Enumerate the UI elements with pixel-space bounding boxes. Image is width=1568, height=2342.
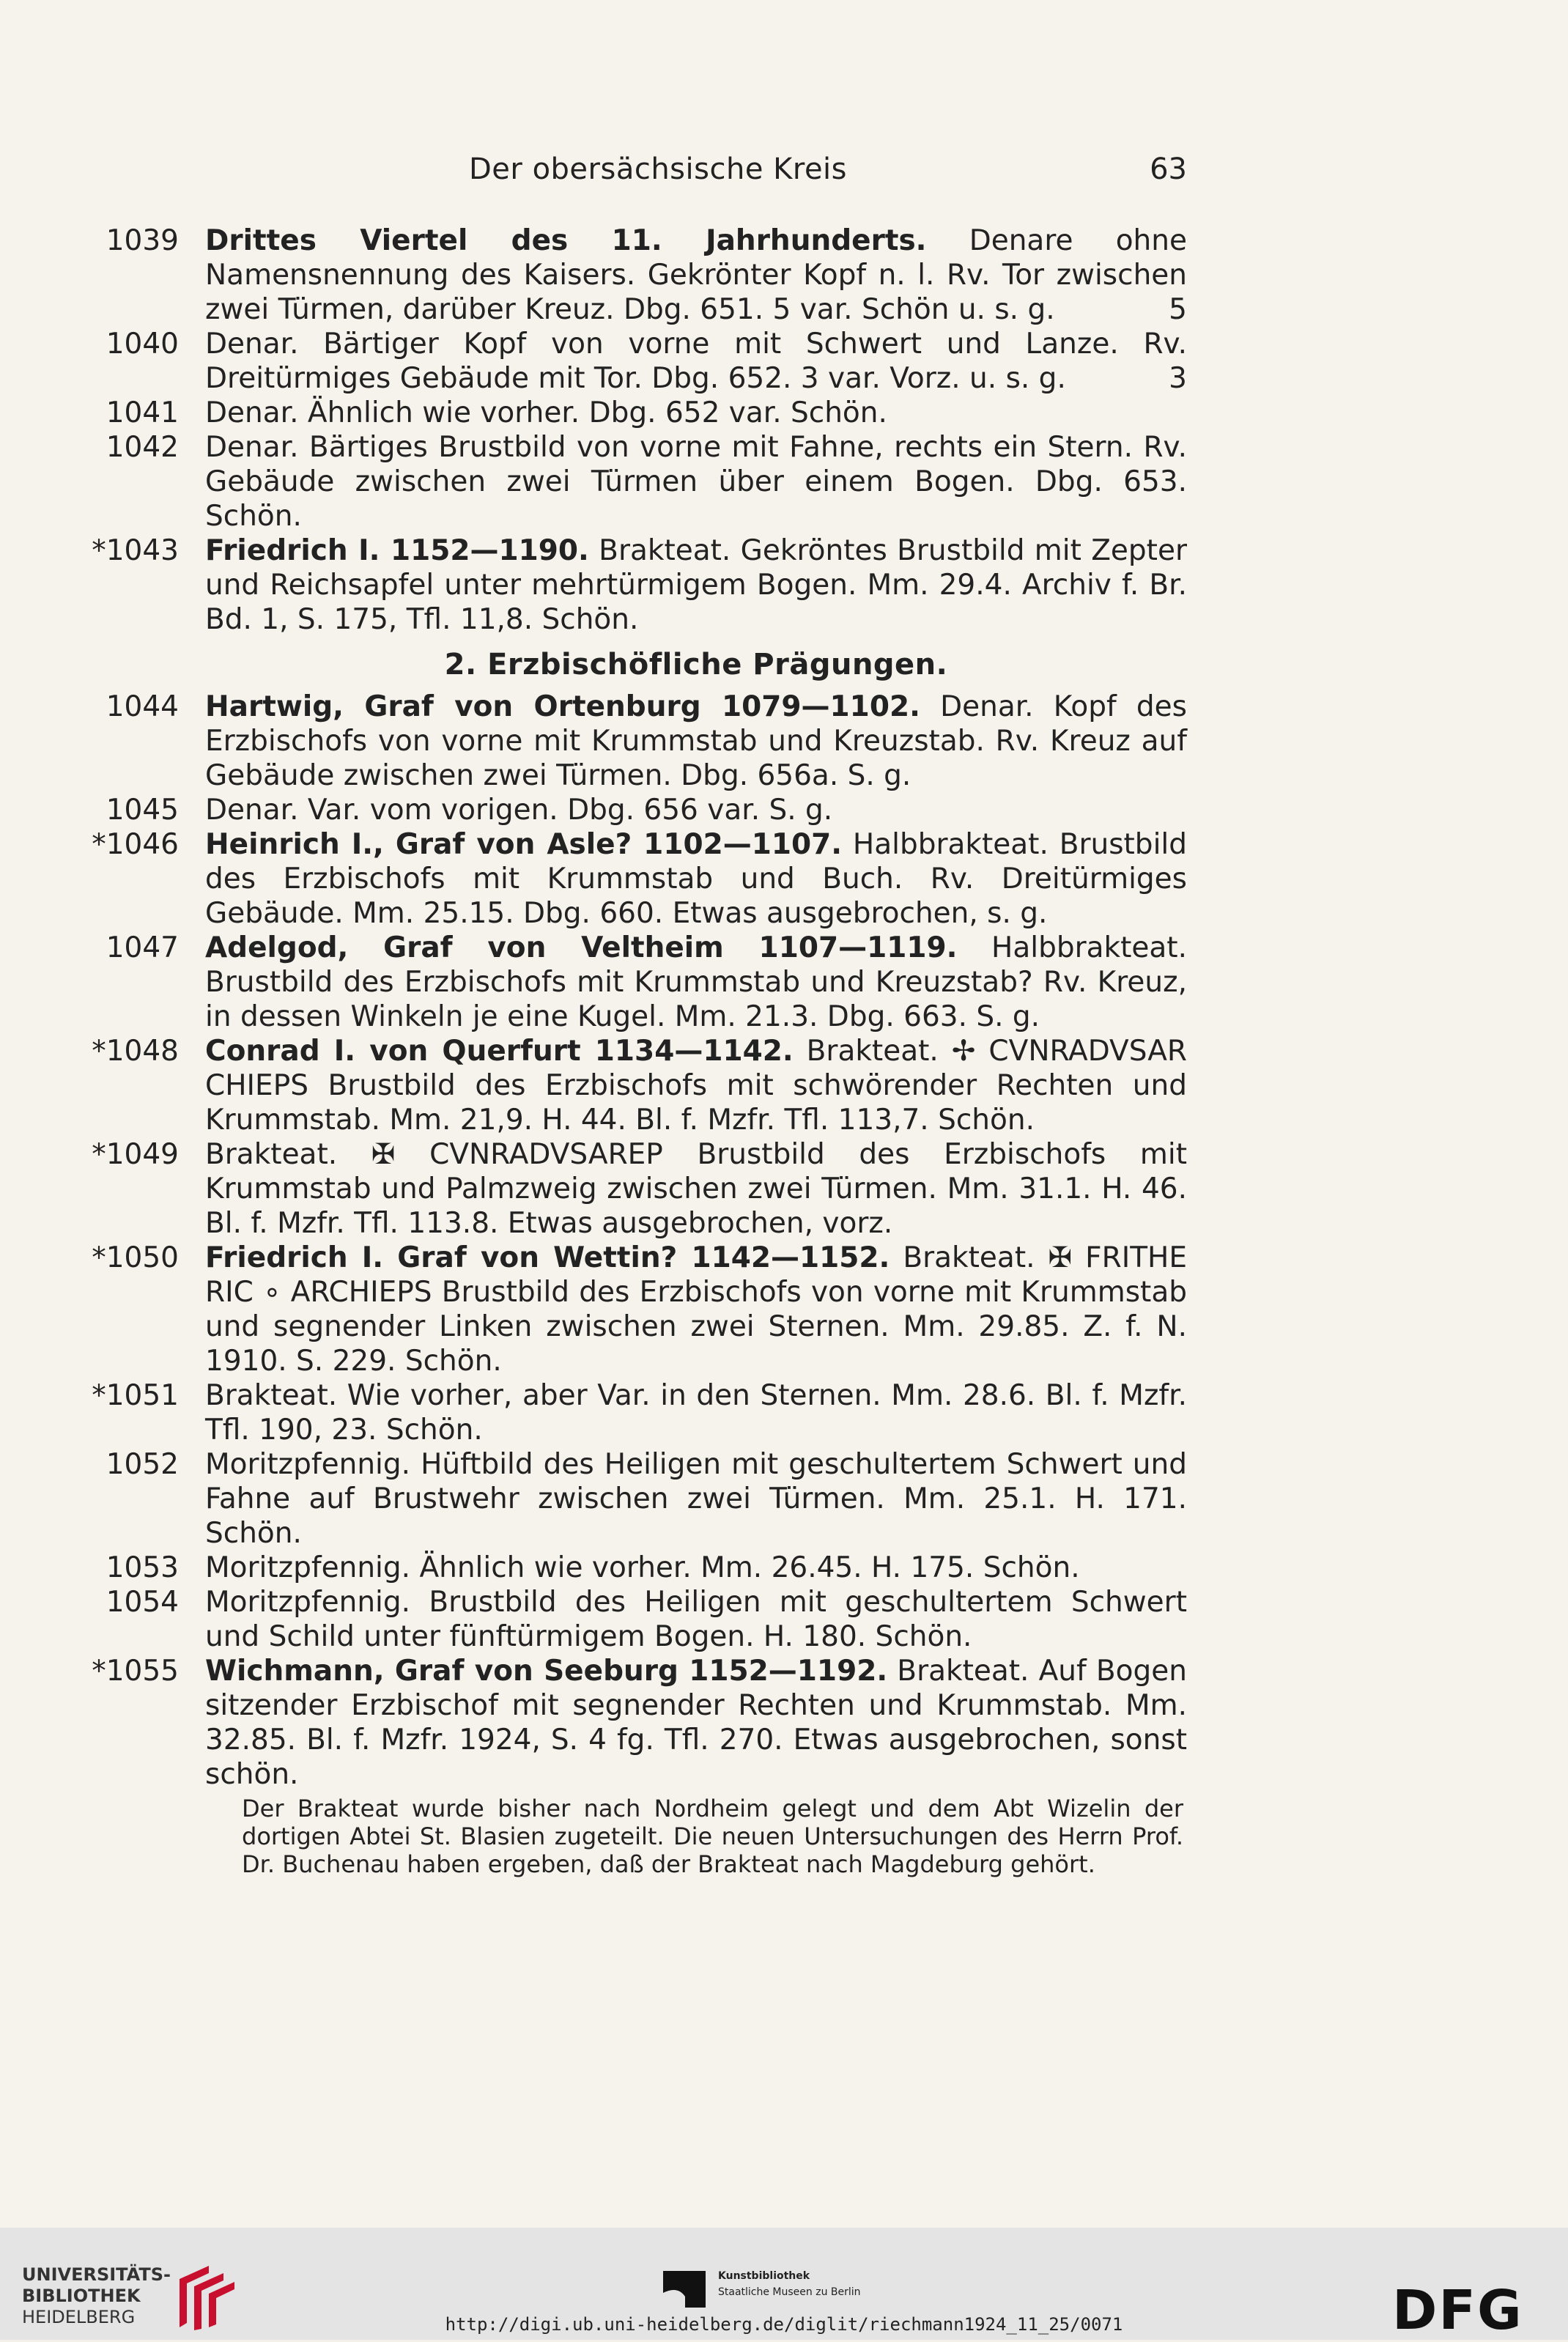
catalogue-entry xyxy=(73,1654,1187,1792)
entry-description: Denare ohne Namensnennung des Kaisers. Gekrönter Kopf n. l. Rv. Tor zwischen zwei Türmen, darüber Kreuz. Dbg. 651. 5 var. Schön u. s. g. xyxy=(205,224,1187,326)
entry-description: Brakteat. ✢ CVNRADVSAR CHIEPS Brustbild des Erzbischofs mit schwörender Rechten und Krummstab. Mm. 21,9. H. 44. Bl. f. Mzfr. Tfl. 113,7. Schön. xyxy=(205,1035,1187,1137)
entry-text xyxy=(205,1241,1187,1378)
uni-line-3: HEIDELBERG xyxy=(22,2307,136,2327)
section-heading: 2. Erzbischöfliche Prägungen. xyxy=(444,648,948,681)
entry-description: Denar. Var. vom vorigen. Dbg. 656 var. S. g. xyxy=(205,794,833,827)
entry-text xyxy=(205,690,1187,793)
kb-line-2: Staatliche Museen zu Berlin xyxy=(718,2286,861,2298)
entry-number: *1049 xyxy=(92,1138,179,1171)
catalogue-entry xyxy=(73,1447,1187,1551)
entry-heading: Friedrich I. Graf von Wettin? 1142—1152. xyxy=(205,1241,890,1274)
entry-price: 5 xyxy=(1169,293,1187,326)
entry-number: 1053 xyxy=(106,1551,179,1584)
entry-number: 1047 xyxy=(106,931,179,964)
entry-heading: Drittes Viertel des 11. Jahrhunderts. xyxy=(205,224,927,257)
entry-price: 3 xyxy=(1169,362,1187,395)
catalogue-entry xyxy=(73,1137,1187,1241)
entry-number: 1041 xyxy=(106,396,179,429)
uni-line-2: BIBLIOTHEK xyxy=(22,2286,141,2306)
dfg-logo[interactable]: DFG xyxy=(1392,2279,1523,2342)
entry-text xyxy=(205,1034,1187,1137)
entry-description: Brakteat. ✠ CVNRADVSAREP Brustbild des Erzbischofs mit Krummstab und Palmzweig zwischen zwei Türmen. Mm. 31.1. H. 46. Bl. f. Mzfr. Tfl. 113.8. Etwas ausgebrochen, vorz. xyxy=(205,1138,1187,1240)
catalogue-entry xyxy=(73,396,1187,430)
entry-text xyxy=(205,1654,1187,1792)
entry-text xyxy=(205,793,1187,827)
uni-line-1: UNIVERSITÄTS- xyxy=(22,2264,171,2285)
catalogue-entry xyxy=(73,430,1187,533)
entry-heading: Heinrich I., Graf von Asle? 1102—1107. xyxy=(205,828,843,861)
catalogue-entry xyxy=(73,533,1187,637)
footnote: Der Brakteat wurde bisher nach Nordheim gelegt und dem Abt Wizelin der dortigen Abtei St. Blasien zugeteilt. Die neuen Untersuchungen des Herrn Prof. Dr. Buchenau haben ergeben, daß der Brakteat nach Magdeburg gehört. xyxy=(242,1795,1183,1878)
page-title: Der obersächsische Kreis xyxy=(469,152,848,186)
catalogue-entry xyxy=(73,931,1187,1034)
entry-description: Brakteat. ✠ FRITHE RIC ∘ ARCHIEPS Brustbild des Erzbischofs von vorne mit Krummstab und segnender Linken zwischen zwei Sternen. Mm. 29.85. Z. f. N. 1910. S. 229. Schön. xyxy=(205,1241,1187,1378)
entry-description: Moritzpfennig. Brustbild des Heiligen mit geschultertem Schwert und Schild unter fünftürmigem Bogen. H. 180. Schön. xyxy=(205,1586,1187,1653)
entry-number: 1052 xyxy=(106,1448,179,1481)
entry-text xyxy=(205,533,1187,637)
entry-text xyxy=(205,1378,1187,1447)
kb-line-1: Kunstbibliothek xyxy=(718,2270,810,2282)
entry-description: Moritzpfennig. Hüftbild des Heiligen mit geschultertem Schwert und Fahne auf Brustwehr zwischen zwei Türmen. Mm. 25.1. H. 171. Schön. xyxy=(205,1448,1187,1550)
catalogue-entry xyxy=(73,1034,1187,1137)
kunstbibliothek-icon xyxy=(663,2271,706,2308)
entry-description: Denar. Bärtiges Brustbild von vorne mit Fahne, rechts ein Stern. Rv. Gebäude zwischen zwei Türmen über einem Bogen. Dbg. 653. Schön. xyxy=(205,431,1187,533)
entry-text xyxy=(205,827,1187,931)
entry-text xyxy=(205,224,1187,327)
catalogue-entry xyxy=(73,1585,1187,1654)
catalogue-entry xyxy=(73,1241,1187,1378)
entries-part-1 xyxy=(73,224,1187,637)
kunstbibliothek-logo[interactable] xyxy=(663,2268,956,2312)
catalogue-entry xyxy=(73,1378,1187,1447)
entry-heading: Conrad I. von Querfurt 1134—1142. xyxy=(205,1035,794,1068)
entry-number: 1040 xyxy=(106,328,179,361)
entry-number: 1042 xyxy=(106,431,179,464)
entry-number: *1046 xyxy=(92,828,179,861)
catalogue-entry xyxy=(73,827,1187,931)
entry-number: 1044 xyxy=(106,690,179,723)
catalogue-entry xyxy=(73,224,1187,327)
running-header xyxy=(469,152,1187,196)
entry-number: 1039 xyxy=(106,224,179,257)
entry-number: 1054 xyxy=(106,1586,179,1619)
entry-number: *1043 xyxy=(92,534,179,567)
footer-bar xyxy=(0,2228,1568,2340)
entry-number: *1048 xyxy=(92,1035,179,1068)
entry-number: *1050 xyxy=(92,1241,179,1274)
entry-heading: Adelgod, Graf von Veltheim 1107—1119. xyxy=(205,931,958,964)
entry-heading: Wichmann, Graf von Seeburg 1152—1192. xyxy=(205,1655,888,1688)
entry-text xyxy=(205,931,1187,1034)
entry-description: Moritzpfennig. Ähnlich wie vorher. Mm. 26.45. H. 175. Schön. xyxy=(205,1551,1080,1584)
entry-number: *1055 xyxy=(92,1655,179,1688)
entry-heading: Hartwig, Graf von Ortenburg 1079—1102. xyxy=(205,690,920,723)
entry-description: Halbbrakteat. Brustbild des Erzbischofs mit Krummstab und Buch. Rv. Dreitürmiges Gebäude. Mm. 25.15. Dbg. 660. Etwas ausgebrochen, s. g. xyxy=(205,828,1187,930)
catalogue-entry xyxy=(73,793,1187,827)
catalogue-entry xyxy=(73,1551,1187,1585)
entry-text xyxy=(205,1551,1187,1585)
entry-heading: Friedrich I. 1152—1190. xyxy=(205,534,589,567)
permalink-url[interactable]: http://digi.ub.uni-heidelberg.de/diglit/riechmann1924_11_25/0071 xyxy=(445,2314,1123,2335)
entry-text xyxy=(205,396,1187,430)
catalogue-entries xyxy=(73,224,1187,1878)
entry-text xyxy=(205,327,1187,396)
entry-description: Denar. Ähnlich wie vorher. Dbg. 652 var. Schön. xyxy=(205,396,887,429)
entry-description: Denar. Kopf des Erzbischofs von vorne mit Krummstab und Kreuzstab. Rv. Kreuz auf Gebäude zwischen zwei Türmen. Dbg. 656a. S. g. xyxy=(205,690,1187,792)
entry-text xyxy=(205,1585,1187,1654)
page-number: 63 xyxy=(1150,152,1187,186)
entries-part-2 xyxy=(73,690,1187,1792)
entry-text xyxy=(205,1447,1187,1551)
entry-description: Halbbrakteat. Brustbild des Erzbischofs mit Krummstab und Kreuzstab? Rv. Kreuz, in dessen Winkeln je eine Kugel. Mm. 21.3. Dbg. 663. S. g. xyxy=(205,931,1187,1033)
entry-description: Brakteat. Gekröntes Brustbild mit Zepter und Reichsapfel unter mehrtürmigem Bogen. Mm. 29.4. Archiv f. Br. Bd. 1, S. 175, Tfl. 11,8. Schön. xyxy=(205,534,1187,636)
entry-number: *1051 xyxy=(92,1379,179,1412)
catalogue-entry xyxy=(73,690,1187,793)
entry-number: 1045 xyxy=(106,794,179,827)
kunstbibliothek-name xyxy=(718,2268,861,2300)
entry-text xyxy=(205,1137,1187,1241)
entry-description: Denar. Bärtiger Kopf von vorne mit Schwert und Lanze. Rv. Dreitürmiges Gebäude mit Tor. Dbg. 652. 3 var. Vorz. u. s. g. xyxy=(205,328,1187,395)
catalogue-entry xyxy=(73,327,1187,396)
entry-description: Brakteat. Wie vorher, aber Var. in den Sternen. Mm. 28.6. Bl. f. Mzfr. Tfl. 190, 23. Schön. xyxy=(205,1379,1187,1447)
entry-description: Brakteat. Auf Bogen sitzender Erzbischof mit segnender Rechten und Krummstab. Mm. 32.85. Bl. f. Mzfr. 1924, S. 4 fg. Tfl. 270. Etwas ausgebrochen, sonst schön. xyxy=(205,1655,1187,1791)
entry-text xyxy=(205,430,1187,533)
